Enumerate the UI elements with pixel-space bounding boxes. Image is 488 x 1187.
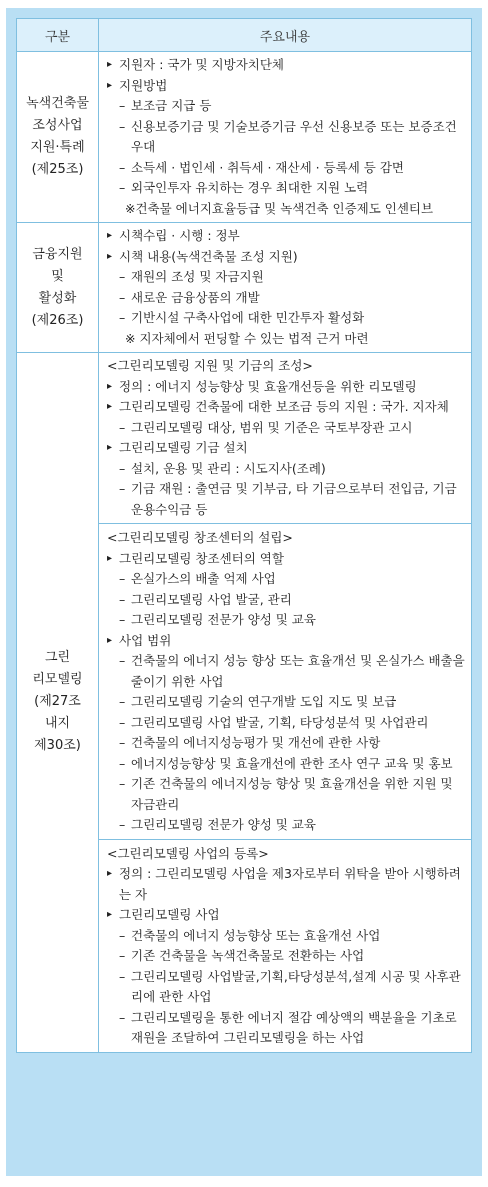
dash-item: – 소득세 · 법인세 · 취득세 · 재산세 · 등록세 등 감면 [107,158,465,179]
bullet-item: ▸ 사업 범위 [107,631,465,652]
dash-item: – 외국인투자 유치하는 경우 최대한 지원 노력 [107,178,465,199]
category-cell [17,353,99,1053]
bullet-item: ▸ 그린리모델링 창조센터의 역할 [107,549,465,570]
dash-item: – 온실가스의 배출 억제 사업 [107,569,465,590]
content-cell [99,353,472,1053]
dash-item: – 그린리모델링 사업발굴,기획,타당성분석,설계 시공 및 사후관리에 관한 사업 [107,967,465,1008]
category-line: 그린 [44,650,71,666]
category-line: 지원·특례 [30,140,85,155]
content-section [99,839,471,1049]
green-building-support-table [16,18,472,1053]
category-line: 녹색건축물 [26,96,89,111]
category-line: 제30조) [34,738,81,754]
table-row [17,353,472,1053]
dash-item: – 그린리모델링 전문가 양성 및 교육 [107,815,465,836]
section-heading: <그린리모델링 창조센터의 설립> [107,530,293,545]
category-line: 활성화 [38,290,77,306]
dash-item: – 건축물의 에너지 성능 향상 또는 효율개선 및 온실가스 배출을 줄이기 위한 사업 [107,651,465,692]
content-section [99,523,471,836]
dash-item: – 그린리모델링 사업 발굴, 기획, 타당성분석 및 사업관리 [107,713,465,734]
category-line: 및 [51,268,64,284]
content-cell [99,52,472,223]
dash-item: – 그린리모델링 기술의 연구개발 도입 지도 및 보급 [107,692,465,713]
bullet-item: ▸ 시책 내용(녹색건축물 조성 지원) [107,247,465,268]
note-item: ※ 지자체에서 펀딩할 수 있는 법적 근거 마련 [125,330,369,346]
dash-item: – 건축물의 에너지성능평가 및 개선에 관한 사항 [107,733,465,754]
category-line: (제27조 [34,694,81,710]
bullet-item: ▸ 지원자 : 국가 및 지방자치단체 [107,55,465,76]
bullet-item: ▸ 시책수립 · 시행 : 정부 [107,226,465,247]
dash-item: – 기존 건축물의 에너지성능 향상 및 효율개선을 위한 지원 및 자금관리 [107,774,465,815]
bullet-item: ▸ 정의 : 그린리모델링 사업을 제3자로부터 위탁을 받아 시행하려는 자 [107,864,465,905]
document-frame [6,8,482,1176]
category-line: 리모델링 [32,672,83,688]
category-line: 조성사업 [32,118,83,133]
bullet-item: ▸ 정의 : 에너지 성능향상 및 효율개선등을 위한 리모델링 [107,377,465,398]
content-section [107,55,465,219]
section-heading: <그린리모델링 지원 및 기금의 조성> [107,358,313,373]
category-line: 내지 [44,716,71,732]
content-section [107,226,465,349]
dash-item: – 그린리모델링을 통한 에너지 절감 예상액의 백분율을 기초로 재원을 조달하여 그린리모델링을 하는 사업 [107,1008,465,1049]
header-category: 구분 [17,19,99,52]
dash-item: – 기금 재원 : 출연금 및 기부금, 타 기금으로부터 전입금, 기금 운용수익금 등 [107,479,465,520]
dash-item: – 건축물의 에너지 성능향상 또는 효율개선 사업 [107,926,465,947]
table-row [17,52,472,223]
header-row [17,19,472,52]
dash-item: – 설치, 운용 및 관리 : 시도지사(조례) [107,459,465,480]
content-section [107,356,465,520]
dash-item: – 기반시설 구축사업에 대한 민간투자 활성화 [107,308,465,329]
bullet-item: ▸ 그린리모델링 사업 [107,905,465,926]
bullet-item: ▸ 그린리모델링 건축물에 대한 보조금 등의 지원 : 국가. 지자체 [107,397,465,418]
dash-item: – 그린리모델링 대상, 범위 및 기준은 국토부장관 고시 [107,418,465,439]
table-row [17,223,472,353]
dash-item: – 새로운 금융상품의 개발 [107,288,465,309]
dash-item: – 그린리모델링 사업 발굴, 관리 [107,590,465,611]
category-line: (제25조) [31,162,84,177]
note-item: ※건축물 에너지효율등급 및 녹색건축 인증제도 인센티브 [125,200,434,216]
bullet-item: ▸ 지원방법 [107,76,465,97]
dash-item: – 재원의 조성 및 자금지원 [107,267,465,288]
header-main-content: 주요내용 [99,19,472,52]
dash-item: – 기존 건축물을 녹색건축물로 전환하는 사업 [107,946,465,967]
bullet-item: ▸ 그린리모델링 기금 설치 [107,438,465,459]
dash-item: – 신용보증기금 및 기술보증기금 우선 신용보증 또는 보증조건 우대 [107,117,465,158]
content-cell [99,223,472,353]
category-line: 금융지원 [32,246,83,262]
category-cell [17,52,99,223]
category-cell [17,223,99,353]
category-line: (제26조) [31,312,84,328]
dash-item: – 보조금 지급 등 [107,96,465,117]
dash-item: – 에너지성능향상 및 효율개선에 관한 조사 연구 교육 및 홍보 [107,754,465,775]
section-heading: <그린리모델링 사업의 등록> [107,845,269,861]
dash-item: – 그린리모델링 전문가 양성 및 교육 [107,610,465,631]
